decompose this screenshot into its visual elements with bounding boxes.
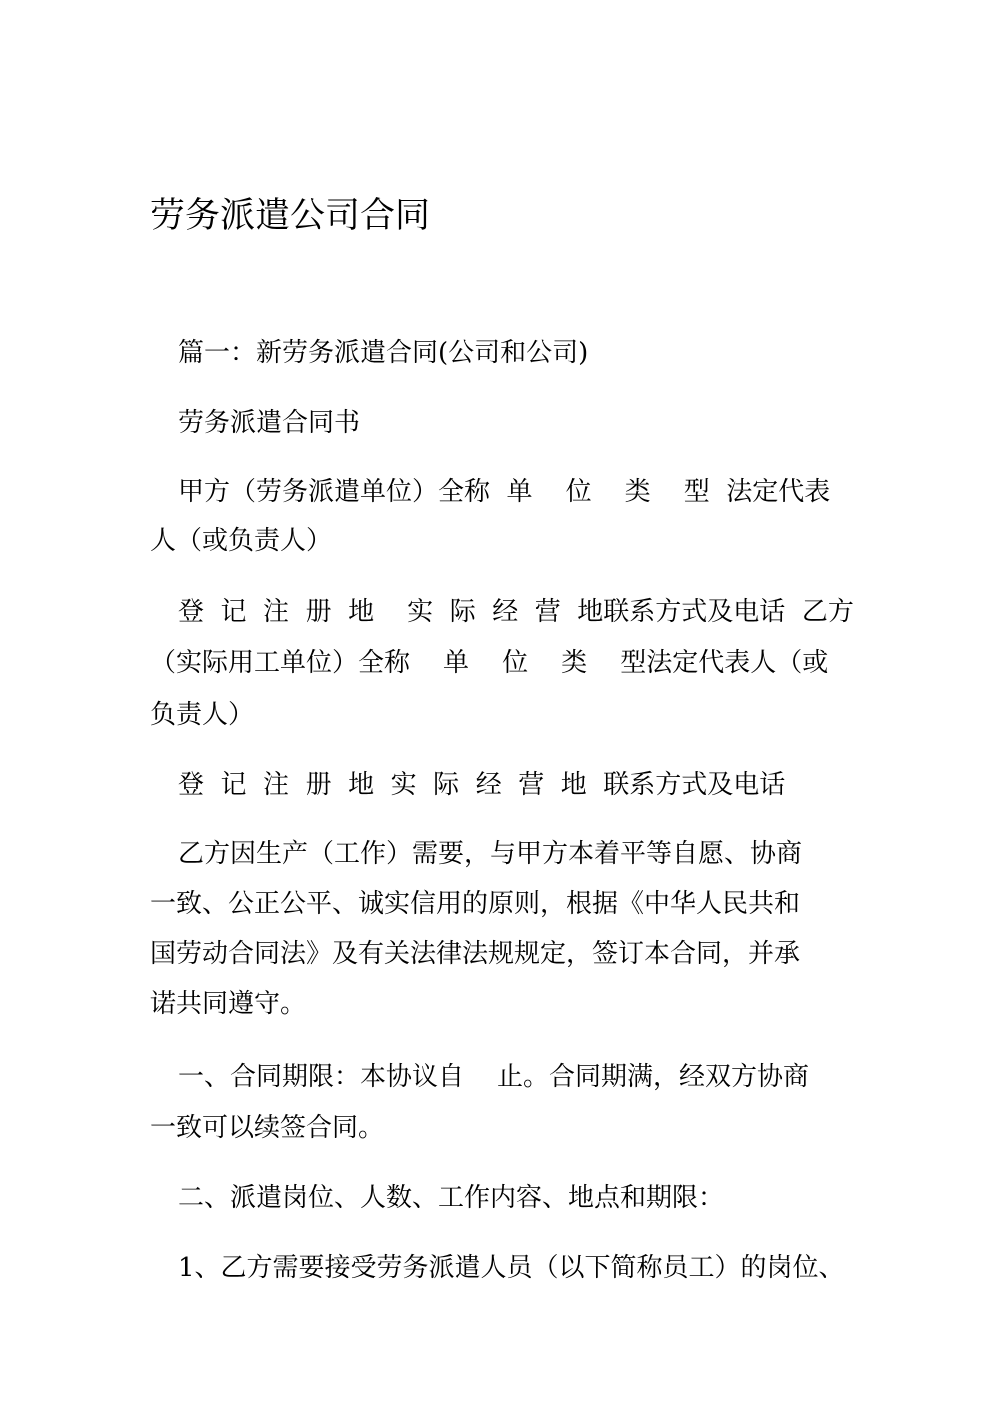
document-title: 劳务派遣公司合同 (150, 196, 431, 236)
contract-book-title: 劳务派遣合同书 (178, 408, 361, 438)
clause-2-item-1: 1、乙方需要接受劳务派遣人员（以下简称员工）的岗位、 (178, 1253, 845, 1283)
clause-1-line-1: 一、合同期限：本协议自 止。合同期满，经双方协商 (178, 1062, 810, 1092)
party-a-line-2: 人（或负责人） (150, 526, 333, 556)
preamble-line-3: 国劳动合同法》及有关法律法规规定，签订本合同，并承 (150, 939, 801, 969)
party-b-registration-line: 登 记 注 册 地 实 际 经 营 地 联系方式及电话 (178, 770, 786, 800)
preamble-line-2: 一致、公正公平、诚实信用的原则，根据《中华人民共和 (150, 889, 801, 919)
party-a-registration-line: 登 记 注 册 地 实 际 经 营 地联系方式及电话 乙方 (178, 597, 854, 627)
party-a-line-1: 甲方（劳务派遣单位）全称 单 位 类 型 法定代表 (178, 477, 831, 507)
preamble-line-1: 乙方因生产（工作）需要，与甲方本着平等自愿、协商 (178, 839, 803, 869)
section-heading-1: 篇一：新劳务派遣合同(公司和公司) (178, 338, 589, 368)
party-b-line-2: 负责人） (150, 700, 255, 730)
preamble-line-4: 诺共同遵守。 (150, 989, 307, 1019)
clause-2-heading: 二、派遣岗位、人数、工作内容、地点和期限： (178, 1183, 725, 1213)
party-b-line-1: （实际用工单位）全称 单 位 类 型法定代表人（或 (150, 648, 829, 678)
clause-1-line-2: 一致可以续签合同。 (150, 1113, 385, 1143)
